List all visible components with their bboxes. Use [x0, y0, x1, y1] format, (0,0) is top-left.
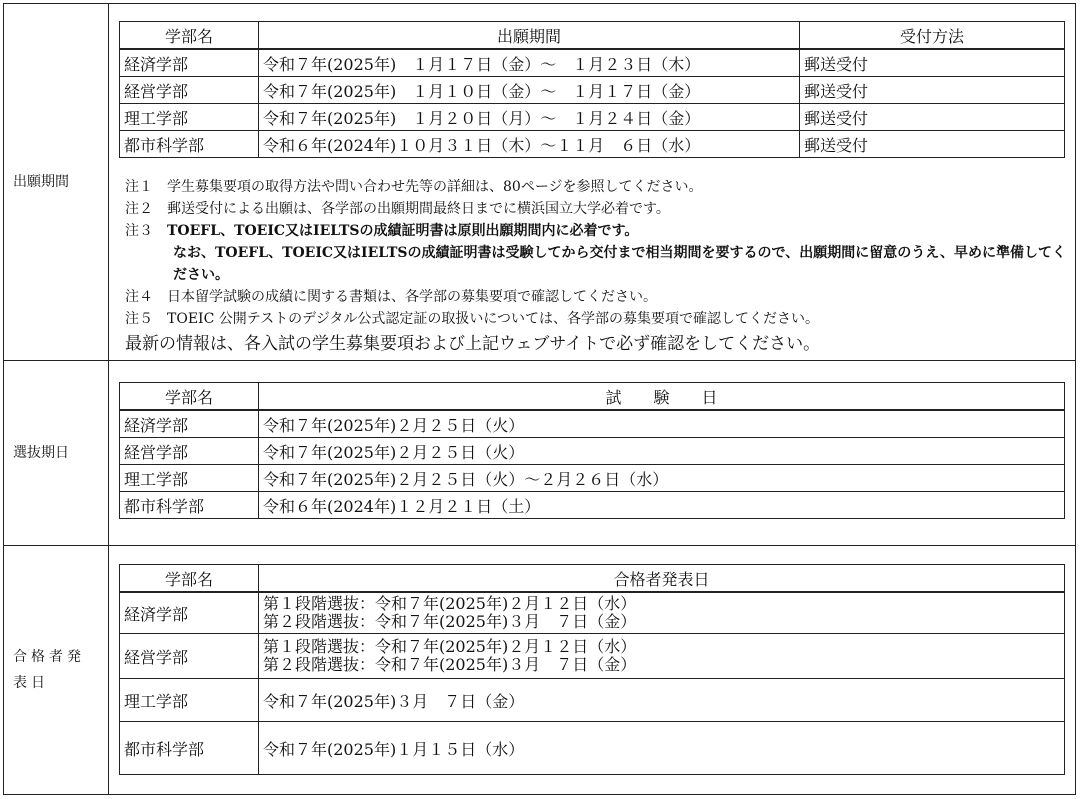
note-2: 注２ 郵送受付による出願は、各学部の出願期間最終日までに横浜国立大学必着です。	[125, 201, 670, 217]
stage-1-date: 第１段階選抜：令和７年(2025年)２月１２日（水）	[263, 637, 637, 656]
section-label-announcement: 合格者発表日	[13, 649, 85, 691]
header-faculty: 学部名	[120, 22, 259, 50]
period-cell: 令和７年(2025年) １月１７日（金）～ １月２３日（木）	[259, 49, 800, 77]
application-table	[119, 21, 1065, 158]
table-row	[120, 410, 1065, 438]
note-5: 注５ TOEIC 公開テストのデジタル公式認定証の取扱いについては、各学部の募集要項で確認してください。	[125, 311, 820, 327]
period-cell: 令和７年(2025年) １月２０日（月）～ １月２４日（金）	[259, 104, 800, 131]
method-cell: 郵送受付	[800, 104, 1065, 131]
table-row	[120, 722, 1065, 775]
section-divider-1	[4, 360, 1075, 361]
exam-date-table	[119, 382, 1065, 519]
period-cell: 令和７年(2025年) １月１０日（金）～ １月１７日（金）	[259, 77, 800, 104]
table-row	[120, 104, 1065, 131]
header-period: 出願期間	[259, 22, 800, 50]
faculty-cell: 経営学部	[120, 634, 259, 679]
table-row	[120, 465, 1065, 492]
table-row	[120, 592, 1065, 634]
schedule-sheet	[3, 3, 1076, 795]
application-notes	[125, 176, 1070, 358]
note-3-detail: なお、TOEFL、TOEIC又はIELTSの成績証明書は受験してから交付まで相当期間を要するので、出願期間に留意のうえ、早めに準備してください。	[173, 245, 1067, 283]
table-row	[120, 438, 1065, 465]
table-row	[120, 492, 1065, 519]
header-exam-date: 試 験 日	[259, 383, 1065, 411]
table-header-row	[120, 565, 1065, 593]
stage-2-date: 第２段階選抜：令和７年(2025年)３月 ７日（金）	[263, 612, 637, 631]
date-cell: 令和７年(2025年)２月２５日（火）	[259, 438, 1065, 465]
faculty-cell: 経済学部	[120, 49, 259, 77]
announcement-date-cell: 令和７年(2025年)３月 ７日（金）	[259, 679, 1065, 722]
date-cell: 令和７年(2025年)２月２５日（火）～２月２６日（水）	[259, 465, 1065, 492]
faculty-cell: 理工学部	[120, 104, 259, 131]
announcement-date-cell	[259, 592, 1065, 634]
note-4: 注４ 日本留学試験の成績に関する書類は、各学部の募集要項で確認してください。	[125, 289, 657, 305]
label-column-divider	[108, 4, 109, 794]
note-3: 注３ TOEFL、TOEIC又はIELTSの成績証明書は原則出願期間内に必着です。	[125, 223, 639, 239]
method-cell: 郵送受付	[800, 131, 1065, 158]
header-faculty: 学部名	[120, 383, 259, 411]
table-row	[120, 77, 1065, 104]
faculty-cell: 経営学部	[120, 438, 259, 465]
stage-1-date: 第１段階選抜：令和７年(2025年)２月１２日（水）	[263, 594, 637, 613]
table-row	[120, 131, 1065, 158]
announcement-date-cell	[259, 634, 1065, 679]
stage-2-date: 第２段階選抜：令和７年(2025年)３月 ７日（金）	[263, 655, 637, 674]
announcement-date-cell: 令和７年(2025年)１月１５日（水）	[259, 722, 1065, 775]
date-cell: 令和７年(2025年)２月２５日（火）	[259, 410, 1065, 438]
method-cell: 郵送受付	[800, 49, 1065, 77]
method-cell: 郵送受付	[800, 77, 1065, 104]
section-label-application: 出願期間	[13, 174, 69, 190]
faculty-cell: 経営学部	[120, 77, 259, 104]
header-method: 受付方法	[800, 22, 1065, 50]
table-header-row	[120, 22, 1065, 50]
note-1: 注１ 学生募集要項の取得方法や問い合わせ先等の詳細は、80ページを参照してください。	[125, 179, 703, 195]
table-row	[120, 634, 1065, 679]
table-row	[120, 49, 1065, 77]
section-label-exam: 選抜期日	[13, 444, 69, 461]
header-announcement-date: 合格者発表日	[259, 565, 1065, 593]
faculty-cell: 都市科学部	[120, 131, 259, 158]
header-faculty: 学部名	[120, 565, 259, 593]
faculty-cell: 経済学部	[120, 410, 259, 438]
latest-info-note: 最新の情報は、各入試の学生募集要項および上記ウェブサイトで必ず確認をしてください。	[125, 334, 821, 354]
faculty-cell: 都市科学部	[120, 492, 259, 519]
faculty-cell: 理工学部	[120, 679, 259, 722]
date-cell: 令和６年(2024年)１２月２１日（土）	[259, 492, 1065, 519]
period-cell: 令和６年(2024年)１０月３１日（木）～１１月 ６日（水）	[259, 131, 800, 158]
table-row	[120, 679, 1065, 722]
faculty-cell: 理工学部	[120, 465, 259, 492]
section-divider-2	[4, 545, 1075, 546]
faculty-cell: 都市科学部	[120, 722, 259, 775]
faculty-cell: 経済学部	[120, 592, 259, 634]
table-header-row	[120, 383, 1065, 411]
announcement-table	[119, 564, 1065, 775]
